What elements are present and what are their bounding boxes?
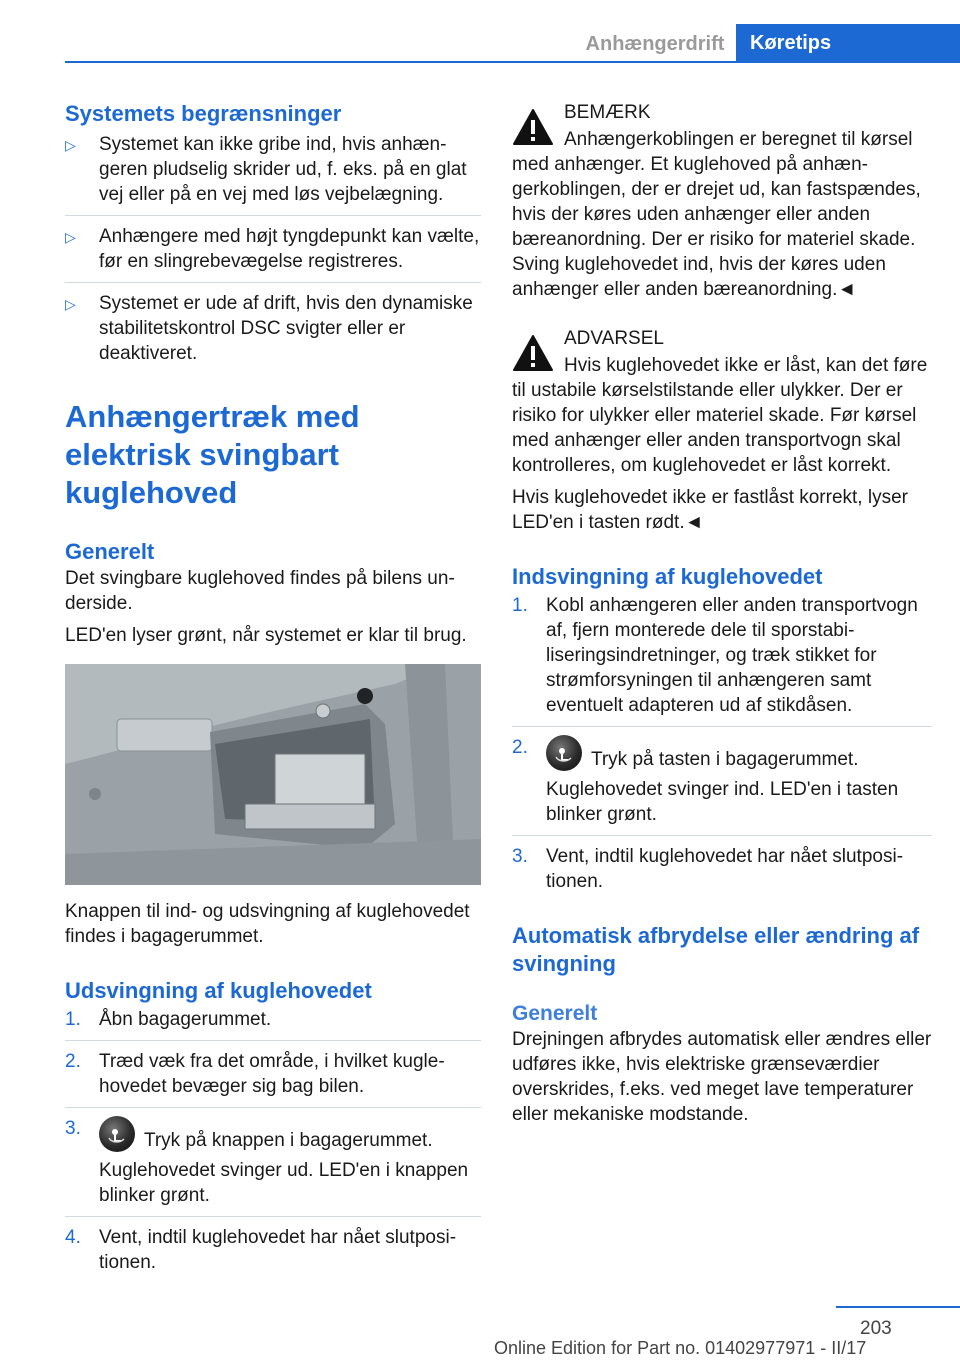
divider bbox=[512, 835, 932, 836]
warning-block bbox=[512, 326, 932, 535]
step-number: 2. bbox=[512, 737, 528, 758]
bullet-text: Anhængere med højt tyngdepunkt kan vælte, før en slingrebevægelse registreres. bbox=[99, 226, 480, 272]
step-number: 1. bbox=[65, 1009, 81, 1030]
heading-system-limits: Systemets begrænsninger bbox=[65, 101, 342, 126]
step-number: 2. bbox=[65, 1051, 81, 1072]
page-number: 203 bbox=[860, 1318, 892, 1339]
paragraph-general-1: Det svingbare kuglehoved findes på bilens underside. bbox=[65, 568, 455, 614]
warning-text: Hvis kuglehovedet ikke er låst, kan det føre til ustabile kørselstilstande eller ulykker. Der er risiko for ulykker eller materiel skade. Før kørsel med anhænger eller anden transportvogn skal kontrolleres, om kuglehovedet er låst korrekt. bbox=[512, 355, 928, 476]
triangle-bullet-icon: ▷ bbox=[65, 296, 76, 312]
heading-automatic-interrupt: Automatisk afbrydelse eller ændring af svingning bbox=[512, 923, 920, 976]
step-body bbox=[546, 735, 932, 827]
bullet-item bbox=[65, 291, 481, 366]
step-item bbox=[512, 844, 932, 894]
divider bbox=[512, 726, 932, 727]
bullet-item bbox=[65, 224, 481, 274]
notice-text: Anhængerkoblingen er beregnet til kørsel med anhænger. Et kuglehoved på anhængerkoblingen, der er drejet ud, kan fastspændes, hvis der køres uden anhænger eller anden bæreanordning. Der er risiko for materiel skade. Sving kuglehovedet ind, hvis der køres uden anhænger eller anden bæreanordning.◄ bbox=[512, 129, 921, 300]
bullet-item bbox=[65, 132, 481, 207]
header-rule bbox=[65, 61, 960, 63]
notice-block bbox=[512, 100, 932, 302]
footer-rule bbox=[836, 1306, 960, 1308]
warning-triangle-icon bbox=[512, 334, 554, 372]
divider bbox=[65, 282, 481, 283]
paragraph-general-2: LED'en lyser grønt, når systemet er klar til brug. bbox=[65, 625, 467, 646]
triangle-bullet-icon: ▷ bbox=[65, 137, 76, 153]
photo-caption: Knappen til ind- og udsvingning af kuglehovedet findes i bagagerummet. bbox=[65, 901, 470, 947]
header-chapter-tab: Køretips bbox=[736, 24, 960, 63]
trunk-photo bbox=[65, 664, 481, 885]
step-item bbox=[65, 1225, 481, 1275]
notice-title: BEMÆRK bbox=[564, 102, 651, 123]
heading-general-2: Generelt bbox=[512, 1002, 598, 1025]
bullet-text: Systemet kan ikke gribe ind, hvis anhængeren pludselig skrider ud, f. eks. på en glat vej eller på en vej med løs vejbelægning. bbox=[99, 134, 467, 205]
bullet-text: Systemet er ude af drift, hvis den dynamiske stabilitetskontrol DSC svigter eller er deaktiveret. bbox=[99, 293, 473, 364]
step-subtext: Kuglehovedet svinger ind. LED'en i tasten blinker grønt. bbox=[546, 779, 899, 825]
step-item bbox=[65, 1116, 481, 1208]
right-column bbox=[512, 100, 932, 1127]
warning-title: ADVARSEL bbox=[564, 328, 664, 349]
heading-swing-out: Udsvingning af kuglehovedet bbox=[65, 978, 372, 1003]
divider bbox=[65, 1216, 481, 1217]
divider bbox=[65, 1107, 481, 1108]
left-column bbox=[65, 100, 481, 1275]
step-text: Tryk på tasten i bagagerummet. bbox=[590, 749, 859, 770]
trunk-illustration bbox=[65, 664, 481, 885]
triangle-bullet-icon: ▷ bbox=[65, 229, 76, 245]
heading-trailer-hitch: Anhængertræk med elektrisk svingbart kuglehoved bbox=[65, 399, 360, 510]
step-subtext: Kuglehovedet svinger ud. LED'en i knappen blinker grønt. bbox=[99, 1160, 469, 1206]
step-item bbox=[65, 1049, 481, 1099]
step-text: Åbn bagagerummet. bbox=[99, 1009, 272, 1030]
step-number: 3. bbox=[512, 846, 528, 867]
step-number: 3. bbox=[65, 1118, 81, 1139]
hitch-button-icon bbox=[546, 735, 582, 771]
step-text: Vent, indtil kuglehovedet har nået slutpositionen. bbox=[99, 1227, 457, 1273]
step-item bbox=[65, 1007, 481, 1032]
divider bbox=[65, 1040, 481, 1041]
step-text: Kobl anhængeren eller anden transportvogn af, fjern monterede dele til sporstabiliseringsindretninger, og træk stikket for strømforsyningen til anhængeren samt eventuelt adapteren ud af stikdåsen. bbox=[546, 595, 918, 716]
step-item bbox=[512, 735, 932, 827]
step-number: 4. bbox=[65, 1227, 81, 1248]
step-item bbox=[512, 593, 932, 718]
heading-swing-in: Indsvingning af kuglehovedet bbox=[512, 564, 823, 589]
step-number: 1. bbox=[512, 595, 528, 616]
footer-edition: Online Edition for Part no. 01402977971 - II/17 bbox=[494, 1338, 867, 1358]
warning-triangle-icon bbox=[512, 108, 554, 146]
paragraph-automatic: Drejningen afbrydes automatisk eller ændres eller udføres ikke, hvis elektriske grænseværdier overskrides, f.eks. ved meget lave temperaturer eller mekaniske modstande. bbox=[512, 1029, 932, 1125]
step-text: Træd væk fra det område, i hvilket kuglehovedet bevæger sig bag bilen. bbox=[99, 1051, 445, 1097]
hitch-button-icon bbox=[99, 1116, 135, 1152]
step-text: Vent, indtil kuglehovedet har nået slutpositionen. bbox=[546, 846, 904, 892]
header-section-tab: Anhængerdrift bbox=[585, 33, 725, 55]
heading-general: Generelt bbox=[65, 539, 155, 564]
step-body bbox=[99, 1116, 481, 1208]
divider bbox=[65, 215, 481, 216]
warning-text-2: Hvis kuglehovedet ikke er fastlåst korrekt, lyser LED'en i tasten rødt.◄ bbox=[512, 487, 908, 533]
step-text: Tryk på knappen i bagagerummet. bbox=[143, 1130, 433, 1151]
